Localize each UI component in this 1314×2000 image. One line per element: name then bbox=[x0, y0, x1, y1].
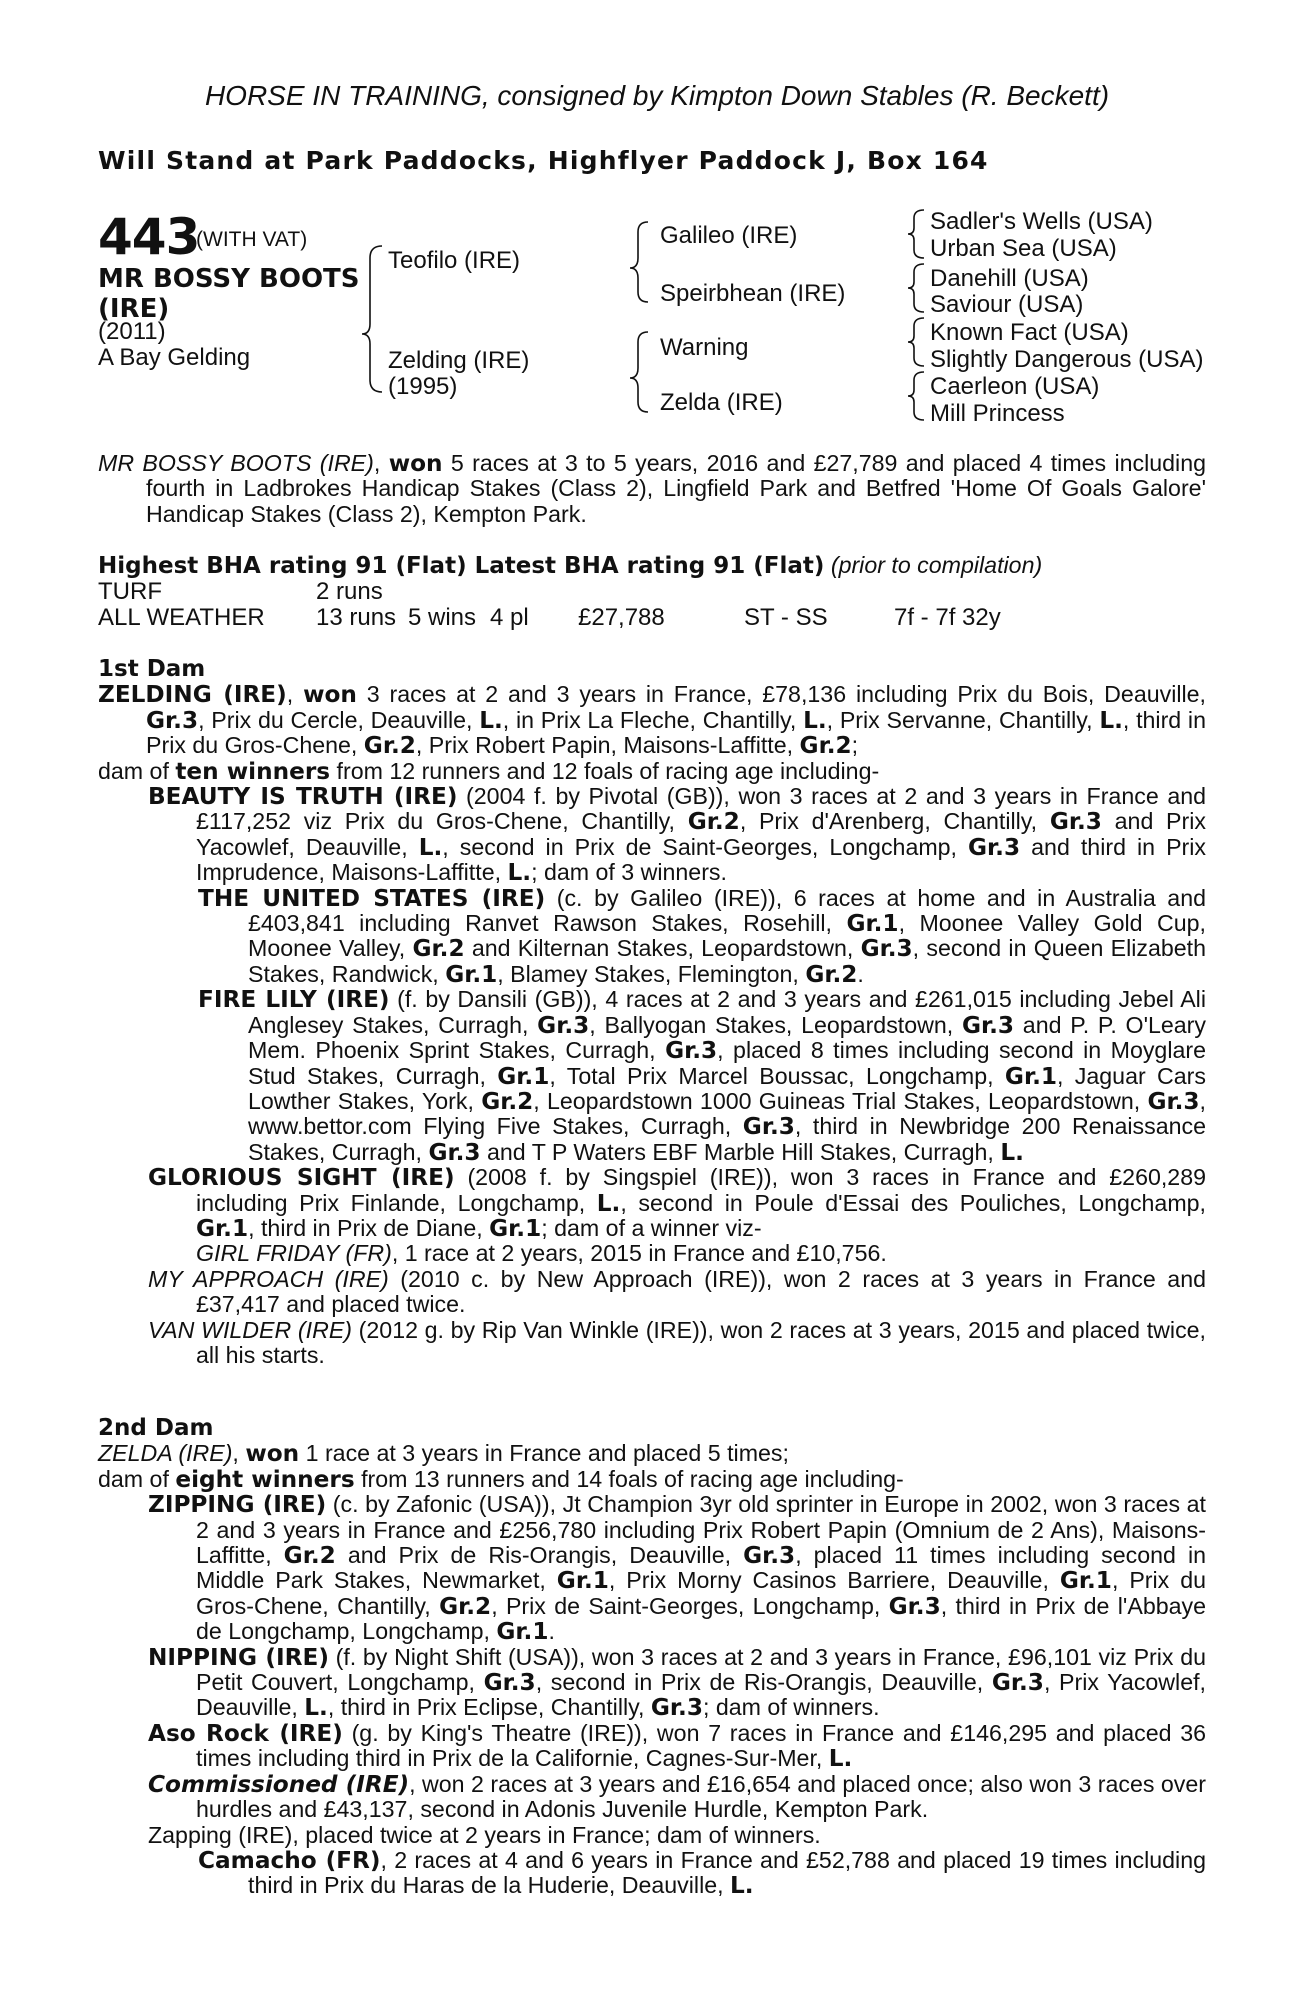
grade-label: Gr.1 bbox=[497, 1062, 550, 1090]
pedigree-ggd-2: Saviour (USA) bbox=[930, 291, 1084, 318]
pedigree-granddam-1: Speirbhean (IRE) bbox=[660, 280, 846, 307]
produce-name: BEAUTY IS TRUTH (IRE) bbox=[148, 783, 458, 811]
grade-label: Gr.3 bbox=[428, 1138, 481, 1166]
text-span: and Prix Yacowlef, Deauville, bbox=[196, 808, 1206, 860]
grade-label: L. bbox=[730, 1872, 754, 1900]
ratings-text: Highest BHA rating 91 (Flat) Latest BHA rating 91 (Flat) bbox=[98, 553, 825, 579]
grade-label: Gr.3 bbox=[961, 1011, 1015, 1039]
text-span: , second in Prix de Saint-Georges, Longchamp, bbox=[442, 833, 969, 860]
text-span: , second in Prix de Ris-Orangis, Deauville, bbox=[535, 1669, 992, 1696]
horse-name: MR BOSSY BOOTS (IRE) bbox=[98, 264, 360, 324]
summary-won: won bbox=[388, 450, 443, 477]
aw-runs: 13 runs bbox=[316, 604, 397, 631]
produce-nipping bbox=[98, 1645, 1206, 1721]
second-dam-section bbox=[98, 1416, 1206, 1899]
summary-paragraph: MR BOSSY BOOTS (IRE), won 5 races at 3 to 5 years, 2016 and £27,789 and placed 4 times including fourth in Ladbrokes Handicap Stakes (Class 2), Lingfield Park and Betfred 'Home Of Goals Galore' Handicap Stakes (Class 2), Kempton Park. bbox=[98, 450, 1207, 527]
text-span: (f. by Dansili (GB)), 4 races at 2 and 3 years and £261,015 including Jebel Ali Anglesey Stakes, Curragh, bbox=[248, 986, 1206, 1038]
text-span: . bbox=[548, 1618, 555, 1645]
grade-label: Gr.3 bbox=[860, 935, 913, 963]
produce-name: MY APPROACH (IRE) bbox=[148, 1265, 389, 1292]
produce-van-wilder bbox=[98, 1318, 1206, 1369]
grade-label: Gr.2 bbox=[799, 732, 852, 760]
text-span: , Ballyogan Stakes, Leopardstown, bbox=[589, 1011, 962, 1038]
text-span: , third in Prix de Diane, bbox=[248, 1214, 490, 1241]
second-dam-heading: 2nd Dam bbox=[98, 1415, 214, 1441]
aw-label: ALL WEATHER bbox=[98, 604, 265, 631]
pedigree-dam: Zelding (IRE) bbox=[388, 347, 530, 374]
text-span: (c. by Galileo (IRE)), 6 races at home and in Australia and £403,841 including Ranvet Rawson Stakes, Rosehill, bbox=[248, 884, 1206, 937]
produce-name: Camacho (FR) bbox=[198, 1846, 381, 1874]
text-span: (2004 f. by Pivotal (GB)), won 3 races at 2 and 3 years in France and £117,252 viz Prix du Gros-Chene, Chantilly, bbox=[196, 783, 1207, 835]
second-dam-line: ZELDA (IRE), won 1 race at 3 years in France and placed 5 times; bbox=[98, 1440, 789, 1468]
aw-going: ST - SS bbox=[744, 604, 828, 631]
pedigree-ggd-4: Mill Princess bbox=[930, 400, 1065, 427]
pedigree-grandsire-2: Warning bbox=[660, 334, 749, 361]
grade-label: Gr.3 bbox=[742, 1113, 795, 1141]
grade-label: L. bbox=[304, 1694, 328, 1722]
produce-my-approach bbox=[98, 1267, 1206, 1318]
text-span: , third in Prix Eclipse, Chantilly, bbox=[327, 1694, 651, 1721]
produce-girl-friday bbox=[98, 1241, 1206, 1266]
grade-label: Gr.2 bbox=[687, 808, 740, 836]
text-span: dam of bbox=[98, 757, 176, 784]
pedigree-ggs-2: Danehill (USA) bbox=[930, 265, 1089, 292]
grade-label: L. bbox=[828, 1745, 853, 1773]
second-dam-produce-summary bbox=[98, 1467, 1206, 1492]
grade-label: Gr.1 bbox=[496, 1618, 549, 1646]
stand-location: Will Stand at Park Paddocks, Highflyer Paddock J, Box 164 bbox=[98, 146, 989, 175]
turf-runs: 2 runs bbox=[316, 578, 383, 605]
grade-label: Gr.3 bbox=[146, 706, 199, 734]
text-span: , placed 8 times including second in Moyglare Stud Stakes, Curragh, bbox=[248, 1037, 1206, 1089]
grade-label: L. bbox=[803, 706, 827, 734]
text-span: , Total Prix Marcel Boussac, Longchamp, bbox=[549, 1062, 1005, 1089]
text-span: ; dam of a winner viz- bbox=[541, 1214, 762, 1241]
text-span: dam of bbox=[98, 1465, 176, 1492]
horse-description: A Bay Gelding bbox=[98, 344, 251, 371]
text-span: (g. by King's Theatre (IRE)), won 7 races in France and £146,295 and placed 36 times including third in Prix de la Californie, Cagnes-Sur-Mer, bbox=[196, 1719, 1206, 1772]
text-span: (2008 f. by Singspiel (IRE)), won 3 races in France and £260,289 including Prix Finlande, Longchamp, bbox=[196, 1164, 1206, 1216]
produce-name: THE UNITED STATES (IRE) bbox=[198, 884, 546, 912]
pedigree-ggs-1: Sadler's Wells (USA) bbox=[930, 208, 1153, 235]
text-span: , 1 race at 2 years, 2015 in France and £10,756. bbox=[391, 1240, 887, 1267]
produce-name: GLORIOUS SIGHT (IRE) bbox=[148, 1164, 455, 1192]
grade-label: L. bbox=[479, 706, 503, 734]
pedigree-granddam-2: Zelda (IRE) bbox=[660, 389, 783, 416]
produce-name: ZIPPING (IRE) bbox=[148, 1491, 327, 1519]
ratings bbox=[98, 553, 1206, 579]
grade-label: Gr.3 bbox=[665, 1037, 718, 1065]
text-span: 3 races at 2 and 3 years in France, £78,136 including Prix du Bois, Deauville, bbox=[356, 681, 1206, 708]
second-dam-won: won bbox=[245, 1440, 300, 1468]
grade-label: Gr.1 bbox=[846, 910, 899, 938]
text-span: , Prix du Gros-Chene, Chantilly, bbox=[196, 1567, 1207, 1619]
text-span: , won 2 races at 3 years and £16,654 and placed once; also won 3 races over hurdles and £43,137, second in Adonis Juvenile Hurdle, Kempton Park. bbox=[196, 1770, 1206, 1823]
summary-text: 5 races at 3 to 5 years, 2016 and £27,789 and placed 4 times including fourth in Ladbrokes Handicap Stakes (Class 2), Lingfield Park and Betfred 'Home Of Goals Galore' Handicap Stakes (Class 2), Kempton Park. bbox=[146, 450, 1207, 527]
vat-note: (WITH VAT) bbox=[196, 228, 308, 251]
text-span: , Jaguar Cars Lowther Stakes, York, bbox=[248, 1062, 1206, 1114]
grade-label: Gr.3 bbox=[1049, 808, 1102, 836]
pedigree-sire: Teofilo (IRE) bbox=[388, 247, 521, 274]
grade-label: Gr.2 bbox=[805, 960, 858, 988]
produce-commissioned bbox=[98, 1772, 1206, 1823]
first-dam-heading: 1st Dam bbox=[98, 656, 206, 682]
produce-aso-rock bbox=[98, 1721, 1206, 1772]
text-span: , Prix d'Arenberg, Chantilly, bbox=[739, 808, 1050, 835]
pedigree-ggd-1: Urban Sea (USA) bbox=[930, 235, 1117, 262]
grade-label: Gr.1 bbox=[1059, 1567, 1112, 1595]
grade-label: Gr.1 bbox=[196, 1214, 249, 1242]
produce-name: GIRL FRIDAY (FR) bbox=[196, 1240, 392, 1267]
aw-placed: 4 pl bbox=[490, 604, 529, 631]
first-dam-produce-summary bbox=[98, 759, 1206, 784]
winners-count: eight winners bbox=[175, 1465, 355, 1493]
grade-label: Gr.1 bbox=[556, 1567, 609, 1595]
text-span: . bbox=[857, 960, 864, 987]
produce-glorious-sight bbox=[98, 1165, 1206, 1241]
text-span: Zapping (IRE), placed twice at 2 years in France; dam of winners. bbox=[148, 1821, 821, 1848]
ratings-line bbox=[98, 553, 1206, 579]
grade-label: Gr.2 bbox=[363, 732, 416, 760]
text-span: from 13 runners and 14 foals of racing age including- bbox=[354, 1465, 904, 1492]
winners-count: ten winners bbox=[175, 757, 331, 785]
grade-label: Gr.2 bbox=[412, 935, 465, 963]
grade-label: Gr.3 bbox=[537, 1011, 590, 1039]
text-span: and Kilternan Stakes, Leopardstown, bbox=[464, 935, 861, 962]
text-span: , third in Prix du Gros-Chene, bbox=[146, 706, 1206, 759]
text-span: , Moonee Valley Gold Cup, Moonee Valley, bbox=[248, 910, 1206, 962]
grade-label: Gr.3 bbox=[743, 1542, 796, 1570]
grade-label: Gr.3 bbox=[650, 1694, 703, 1722]
page-header-title: HORSE IN TRAINING, consigned by Kimpton Down Stables (R. Beckett) bbox=[204, 80, 1110, 111]
ratings-note: (prior to compilation) bbox=[830, 552, 1043, 578]
text-span: ; bbox=[851, 732, 859, 759]
produce-name: VAN WILDER (IRE) bbox=[148, 1316, 353, 1343]
text-span: and Prix de Ris-Orangis, Deauville, bbox=[335, 1542, 744, 1569]
produce-the-united-states bbox=[98, 886, 1206, 988]
text-span: , www.bettor.com Flying Five Stakes, Curragh, bbox=[248, 1087, 1206, 1140]
text-span: (2012 g. by Rip Van Winkle (IRE)), won 2 races at 3 years, 2015 and placed twice, all his starts. bbox=[196, 1316, 1206, 1368]
summary-horse-name: MR BOSSY BOOTS (IRE) bbox=[98, 450, 374, 476]
produce-fire-lily bbox=[98, 987, 1206, 1165]
text-span: from 12 runners and 12 foals of racing age including- bbox=[330, 757, 880, 784]
grade-label: L. bbox=[418, 833, 443, 861]
first-dam-won: won bbox=[303, 681, 357, 709]
grade-label: L. bbox=[1000, 1138, 1024, 1166]
grade-label: Gr.1 bbox=[489, 1214, 542, 1242]
text-span: 1 race at 3 years in France and placed 5 times; bbox=[299, 1440, 789, 1467]
grade-label: Gr.2 bbox=[481, 1087, 534, 1115]
text-span: , third in Prix de l'Abbaye de Longchamp, Longchamp, bbox=[196, 1592, 1206, 1645]
produce-name: Commissioned (IRE) bbox=[148, 1770, 410, 1798]
text-span: , Prix Robert Papin, Maisons-Laffitte, bbox=[415, 732, 800, 759]
pedigree-ggd-3: Slightly Dangerous (USA) bbox=[930, 346, 1204, 373]
indent-wrap bbox=[198, 886, 1206, 988]
grade-label: Gr.3 bbox=[483, 1669, 536, 1697]
indent-wrap bbox=[198, 1848, 1206, 1899]
text-span: , 2 races at 4 and 6 years in France and £52,788 and placed 19 times including third in Prix du Haras de la Huderie, Deauville, bbox=[248, 1846, 1206, 1899]
second-dam-name: ZELDA (IRE) bbox=[98, 1440, 233, 1467]
first-dam-name: ZELDING (IRE) bbox=[98, 681, 287, 709]
produce-name: FIRE LILY (IRE) bbox=[198, 986, 390, 1014]
grade-label: Gr.1 bbox=[1004, 1062, 1058, 1090]
pedigree-ggs-4: Caerleon (USA) bbox=[930, 373, 1100, 400]
turf-label: TURF bbox=[98, 578, 162, 605]
text-span: (c. by Zafonic (USA)), Jt Champion 3yr old sprinter in Europe in 2002, won 3 races at 2 and 3 years in France and £256,780 including Prix Robert Papin (Omnium de 2 Ans), Maisons-Laffitte, bbox=[196, 1491, 1206, 1569]
aw-distance: 7f - 7f 32y bbox=[894, 604, 1001, 631]
grade-label: Gr.1 bbox=[445, 960, 498, 988]
text-span: and P. P. O'Leary Mem. Phoenix Sprint Stakes, Curragh, bbox=[248, 1011, 1207, 1064]
produce-zapping bbox=[98, 1823, 1206, 1848]
first-dam-section bbox=[98, 657, 1206, 1368]
indent-wrap bbox=[198, 987, 1206, 1165]
text-span: and third in Prix Imprudence, Maisons-Laffitte, bbox=[196, 833, 1207, 886]
pedigree-ggs-3: Known Fact (USA) bbox=[930, 319, 1129, 346]
grade-label: L. bbox=[596, 1189, 621, 1217]
text-span: ; dam of winners. bbox=[703, 1694, 880, 1721]
text-span: , Prix Servanne, Chantilly, bbox=[826, 706, 1100, 733]
text-span: , second in Poule d'Essai des Pouliches, Longchamp, bbox=[620, 1189, 1206, 1216]
race-summary bbox=[98, 451, 1206, 527]
aw-wins: 5 wins bbox=[408, 604, 477, 631]
text-span: , Leopardstown 1000 Guineas Trial Stakes, Leopardstown, bbox=[533, 1087, 1148, 1114]
grade-label: Gr.3 bbox=[991, 1669, 1044, 1697]
grade-label: Gr.3 bbox=[968, 833, 1021, 861]
produce-name: NIPPING (IRE) bbox=[148, 1643, 329, 1671]
text-span: , third in Newbridge 200 Renaissance Stakes, Curragh, bbox=[248, 1113, 1206, 1165]
produce-camacho bbox=[98, 1848, 1206, 1899]
grade-label: Gr.3 bbox=[1147, 1087, 1200, 1115]
text-span: , Prix de Saint-Georges, Longchamp, bbox=[491, 1592, 889, 1619]
aw-money: £27,788 bbox=[578, 604, 665, 631]
grade-label: Gr.2 bbox=[283, 1542, 336, 1570]
grade-label: L. bbox=[1099, 706, 1123, 734]
text-span: , Prix du Cercle, Deauville, bbox=[198, 706, 480, 733]
first-dam-paragraph: ZELDING (IRE), won 3 races at 2 and 3 years in France, £78,136 including Prix du Bois, Deauville, Gr.3, Prix du Cercle, Deauville, L., in Prix La Fleche, Chantilly, L., Prix Servanne, Chantilly, L., third in Prix du Gros-Chene, Gr.2, Prix Robert Papin, Maisons-Laffitte, Gr.2; bbox=[98, 681, 1206, 760]
grade-label: Gr.3 bbox=[888, 1592, 941, 1620]
grade-label: L. bbox=[507, 859, 532, 887]
text-span: (2010 c. by New Approach (IRE)), won 2 races at 3 years in France and £37,417 and placed twice. bbox=[196, 1265, 1206, 1318]
text-span: , Prix Morny Casinos Barriere, Deauville, bbox=[608, 1567, 1060, 1594]
text-span: , placed 11 times including second in Middle Park Stakes, Newmarket, bbox=[196, 1542, 1206, 1594]
text-span: , Prix Yacowlef, Deauville, bbox=[196, 1669, 1206, 1721]
text-span: , Blamey Stakes, Flemington, bbox=[497, 960, 806, 987]
pedigree-dam-year: (1995) bbox=[388, 373, 458, 400]
produce-beauty-is-truth bbox=[98, 784, 1206, 886]
grade-label: Gr.2 bbox=[439, 1592, 492, 1620]
produce-zipping bbox=[98, 1492, 1206, 1644]
horse-year: (2011) bbox=[98, 318, 166, 345]
produce-name: Aso Rock (IRE) bbox=[148, 1719, 343, 1747]
pedigree-grandsire-1: Galileo (IRE) bbox=[660, 222, 798, 249]
text-span: (f. by Night Shift (USA)), won 3 races at 2 and 3 years in France, £96,101 viz Prix du Petit Couvert, Longchamp, bbox=[196, 1643, 1206, 1696]
text-span: , second in Queen Elizabeth Stakes, Randwick, bbox=[248, 935, 1206, 987]
text-span: ; dam of 3 winners. bbox=[531, 859, 727, 886]
lot-number: 443 bbox=[98, 208, 200, 266]
text-span: , in Prix La Fleche, Chantilly, bbox=[502, 706, 804, 733]
text-span: and T P Waters EBF Marble Hill Stakes, Curragh, bbox=[480, 1138, 1001, 1165]
